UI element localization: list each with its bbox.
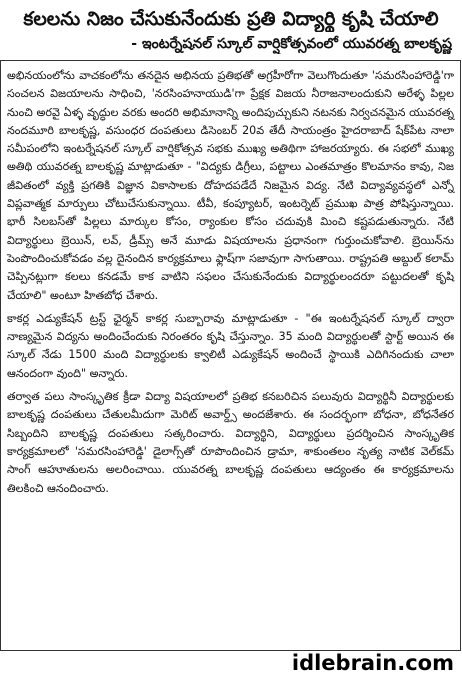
paragraph-2: కాకర్ల ఎడ్యుకేషన్ ట్రస్ట్ ఛైర్మన్ కాకర్ల సుబ్బారావు మాట్లాడుతూ - "ఈ ఇంటర్నేషనల్ స్కూల్ ద్వారా నాణ్యమైన విద్యను అందించేందుకు నిరంతరం కృషి చేస్తున్నాం. 35 మంది విద్యార్థులతో స్టార్ట్ అయిన ఈ స్కూల్ నేడు 1500 మంది విద్యార్థులకు క్వాలిటీ ఎడ్యుకేషన్ అందించే స్థాయికి ఎదిగినందుకు చాలా ఆనందంగా వుంది" అన్నారు. xyxy=(7,311,454,380)
site-watermark: idlebrain.com xyxy=(291,651,454,675)
paragraph-1: అభినయంలోను వాచకంలోను తనదైన అభినయ ప్రతిభతో అగ్రహీరోగా వెలుగొందుతూ 'సమరసింహారెడ్డి'గా సంచలన విజయాలను సాధించి, 'నరసింహనాయుడి'గా ప్రేక్షక విజయ నీరాజనాలందుకుని అరేళ్ళ పిల్లల నుంచి అరవై ఏళ్ళ వృద్ధుల వరకు అందరి అభిమానాన్ని అందిపుచ్చుకుని నటనకు నిర్వచనమైన యువరత్న నందమూరి బాలకృష్ణ, వసుంధర దంపతులు డిసెంబర్ 20వ తేదీ సాయంత్రం హైదరాబాద్ షేక్‌పేట నాలా సమీపంలోని ఇంటర్నేషనల్ స్కూల్ వార్షికోత్సవ సభకు ముఖ్య అతిథిగా హాజరయ్యారు. ఈ సభలో ముఖ్య అతిథి యువరత్న బాలకృష్ణ మాట్లాడుతూ - "విద్యకు డిగ్రీలు, పట్టాలు ఎంతమాత్రం కొలమానం కావు, నిజ జీవితంలో వ్యక్తి ప్రగతికి విజ్ఞాన వికాసాలకు దోహదపడేదే నిజమైన విద్య. నేటి విద్యావ్యవస్థలో ఎన్నో విప్లవాత్మక మార్పులు చోటుచేసుకున్నాయి. టీవీ, కంప్యూటర్, ఇంటర్నెట్ ప్రముఖ పాత్ర పోషిస్తున్నాయి. భారీ సిలబస్‌తో పిల్లలు మార్కుల కోసం, ర్యాంకుల కోసం చదువుకి మించి కష్టపడుతున్నారు. నేటి విద్యార్థులు బ్రెయిన్, లవ్, డ్రీమ్స్ అనే మూడు విషయాలను ప్రధానంగా గుర్తుంచుకోవాలి. బ్రెయిన్‌ను పెంపొందించుకోవడం వల్ల దైనందిన కార్యక్రమాలు ఫ్లాష్‌గా సజావుగా సాగుతాయి. రాష్ట్రపతి అబ్దుల్ కలామ్ చెప్పినట్లుగా కలలు కనడమే కాక వాటిని సఫలం చేసుకునేందుకు విద్యార్థులందరూ పట్టుదలతో కృషి చేయాలి" అంటూ హితబోధ చేశారు. xyxy=(7,69,454,302)
subheadline: - ఇంటర్నేషనల్ స్కూల్ వార్షికోత్సవంలో యువరత్న బాలకృష్ణ xyxy=(131,36,452,52)
article-body xyxy=(0,60,461,651)
paragraph-3: తర్వాత పలు సాంస్కృతిక క్రీడా విద్యా విషయాలలో ప్రతిభ కనబరిచిన పలువురు విద్యార్థినీ విద్యార్థులకు బాలకృష్ణ దంపతులు చేతులమీదుగా మెరిట్ అవార్డ్స్ అందజేశారు. ఈ సందర్భంగా బోధనా, బోధనేతర సిబ్బందిని బాలకృష్ణ దంపతులు సత్కరించారు. విద్యార్థిని, విద్యార్థులు ప్రదర్శించిన సాంస్కృతిక కార్యక్రమాలలో 'సమరసింహారెడ్డి' డైలాగ్స్‌తో రూపొందించిన డ్రామా, శాకుంతలం నృత్య నాటిక వెల్‌కమ్ సాంగ్ ఆహూతులను అలరించాయి. యువరత్న బాలకృష్ణ దంపతులు ఆద్యంతం ఈ కార్యక్రమాలను తిలకించి ఆనందించారు. xyxy=(7,390,454,495)
headline: కలలను నిజం చేసుకునేందుకు ప్రతి విద్యార్థి కృషి చేయాలి xyxy=(23,8,439,30)
